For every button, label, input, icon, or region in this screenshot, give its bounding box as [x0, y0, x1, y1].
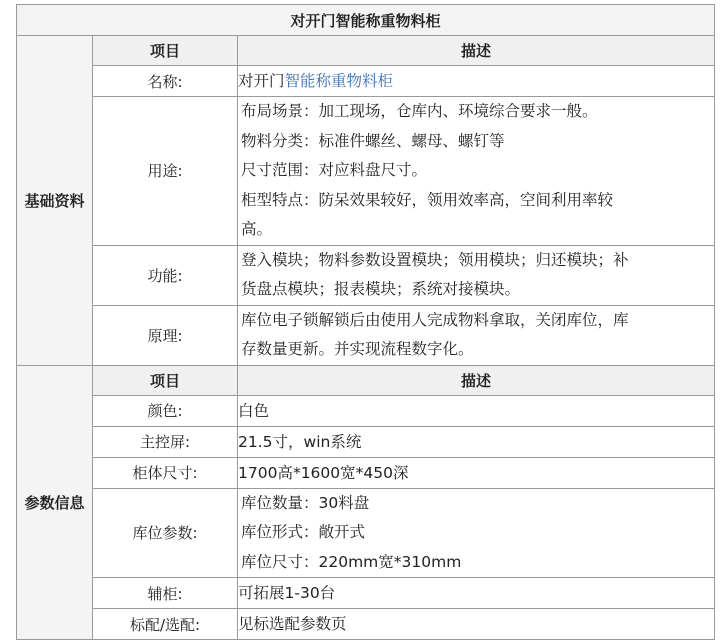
label-name: 名称: [93, 66, 238, 97]
value-screen: 21.5寸，win系统 [238, 426, 715, 457]
value-color: 白色 [238, 395, 715, 426]
value-size: 1700高*1600宽*450深 [238, 457, 715, 488]
label-slots: 库位参数: [93, 488, 238, 578]
usage-line: 高。 [241, 220, 273, 238]
table-title: 对开门智能称重物料柜 [17, 5, 715, 36]
usage-line: 尺寸范围：对应料盘尺寸。 [241, 161, 428, 179]
header-desc: 描述 [238, 36, 715, 66]
function-line: 货盘点模块；报表模块；系统对接模块。 [241, 280, 521, 298]
principle-line: 存数量更新。并实现流程数字化。 [241, 340, 474, 358]
label-function: 功能: [93, 245, 238, 305]
value-function [238, 245, 715, 305]
value-config: 见标选配参数页 [238, 609, 715, 640]
usage-line: 柜型特点：防呆效果较好，领用效率高，空间利用率较 [241, 190, 614, 209]
value-name [238, 66, 715, 97]
slots-line: 库位数量：30料盘 [241, 493, 370, 512]
slots-line: 库位形式：敞开式 [241, 523, 366, 541]
value-slots [238, 488, 715, 578]
value-usage [238, 97, 715, 246]
header-item-2: 项目 [93, 365, 238, 395]
label-usage: 用途: [93, 97, 238, 246]
section-basic: 基础资料 [17, 36, 93, 366]
section-params: 参数信息 [17, 365, 93, 640]
value-principle [238, 305, 715, 365]
principle-line: 库位电子锁解锁后由使用人完成物料拿取，关闭库位，库 [241, 310, 629, 329]
header-item: 项目 [93, 36, 238, 66]
usage-line: 物料分类：标准件螺丝、螺母、螺钉等 [241, 131, 505, 150]
label-principle: 原理: [93, 305, 238, 365]
label-config: 标配/选配: [93, 609, 238, 640]
name-prefix: 对开门 [238, 72, 285, 90]
name-link[interactable]: 智能称重物料柜 [284, 72, 394, 90]
function-line: 登入模块；物料参数设置模块；领用模块；归还模块；补 [241, 250, 629, 269]
value-aux: 可拓展1-30台 [238, 578, 715, 609]
usage-line: 布局场景：加工现场，仓库内、环境综合要求一般。 [241, 102, 598, 120]
label-size: 柜体尺寸: [93, 457, 238, 488]
spec-table [16, 4, 715, 640]
label-aux: 辅柜: [93, 578, 238, 609]
header-desc-2: 描述 [238, 365, 715, 395]
label-screen: 主控屏: [93, 426, 238, 457]
label-color: 颜色: [93, 395, 238, 426]
slots-line: 库位尺寸：220mm宽*310mm [241, 552, 462, 571]
